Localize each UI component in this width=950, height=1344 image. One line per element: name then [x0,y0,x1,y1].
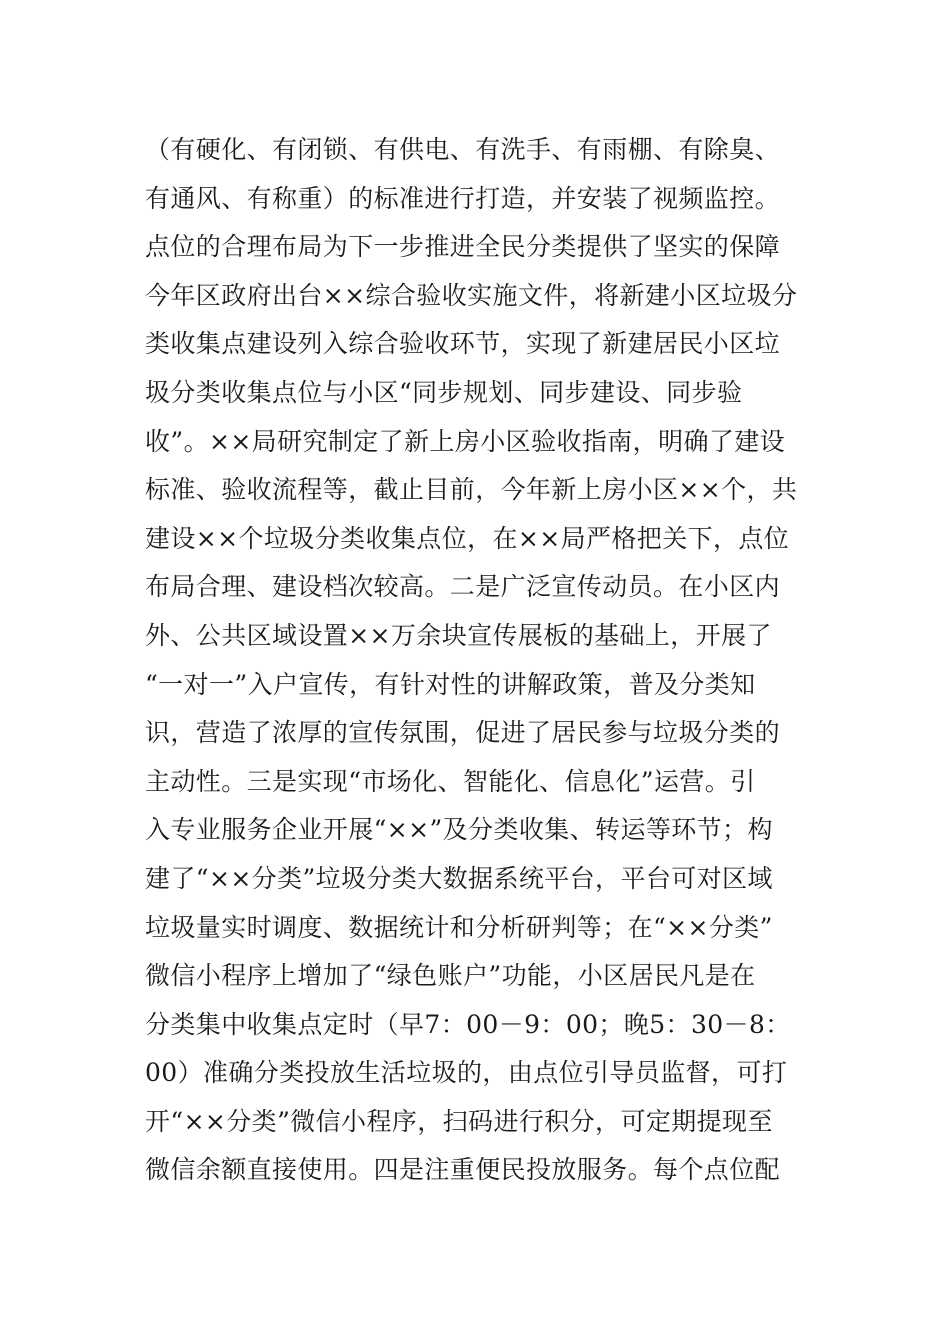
text-line: “一对一”入户宣传，有针对性的讲解政策，普及分类知 [145,669,756,699]
text-line: 圾分类收集点位与小区“同步规划、同步建设、同步验 [145,377,743,407]
text-line: 标准、验收流程等，截止目前，今年新上房小区××个，共 [145,475,798,505]
text-line: 00）准确分类投放生活垃圾的，由点位引导员监督，可打 [145,1058,788,1088]
body-paragraph [145,126,815,1195]
text-line: 点位的合理布局为下一步推进全民分类提供了坚实的保障 [145,232,781,262]
text-line: 开“××分类”微信小程序，扫码进行积分，可定期提现至 [145,1106,773,1136]
text-line: 今年区政府出台××综合验收实施文件，将新建小区垃圾分 [145,280,798,310]
text-line: 分类集中收集点定时（早7：00－9：00；晚5：30－8： [145,1009,791,1039]
text-line: 识，营造了浓厚的宣传氛围，促进了居民参与垃圾分类的 [145,718,781,748]
text-line: 建了“××分类”垃圾分类大数据系统平台，平台可对区域 [145,863,773,893]
text-line: 布局合理、建设档次较高。二是广泛宣传动员。在小区内 [145,572,781,602]
text-line: 收”。××局研究制定了新上房小区验收指南，明确了建设 [145,426,786,456]
text-line: 建设××个垃圾分类收集点位，在××局严格把关下，点位 [145,523,790,553]
text-line: 入专业服务企业开展“××”及分类收集、转运等环节；构 [145,815,773,845]
text-line: 外、公共区域设置××万余块宣传展板的基础上，开展了 [145,620,772,650]
text-line: 微信小程序上增加了“绿色账户”功能，小区居民凡是在 [145,961,756,991]
text-line: 微信余额直接使用。四是注重便民投放服务。每个点位配 [145,1155,781,1185]
text-line: 有通风、有称重）的标准进行打造，并安装了视频监控。 [145,183,781,213]
text-line: 垃圾量实时调度、数据统计和分析研判等；在“××分类” [145,912,773,942]
text-line: （有硬化、有闭锁、有供电、有洗手、有雨棚、有除臭、 [145,135,781,164]
text-line: 类收集点建设列入综合验收环节，实现了新建居民小区垃 [145,329,781,359]
text-line: 主动性。三是实现“市场化、智能化、信息化”运营。引 [145,766,756,796]
